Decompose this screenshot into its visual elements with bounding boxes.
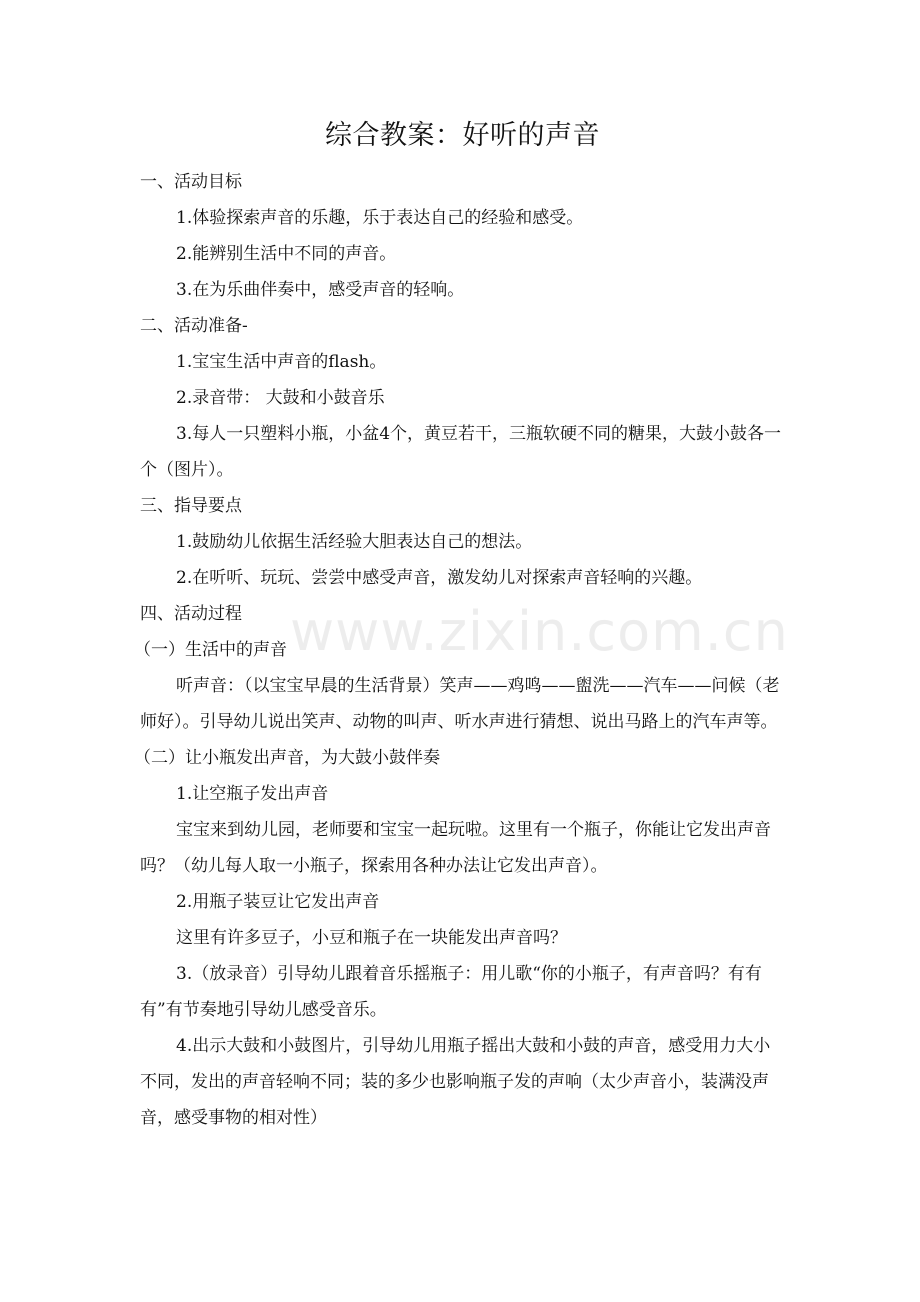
section-heading: 一、活动目标 — [140, 172, 242, 192]
paragraph: 3.（放录音）引导幼儿跟着音乐摇瓶子：用儿歌“你的小瓶子，有声音吗？有有有”有节奏地引导幼儿感受音乐。 — [140, 964, 762, 1020]
paragraph: 2.用瓶子装豆让它发出声音 — [176, 892, 380, 912]
section-heading: 三、指导要点 — [140, 496, 242, 516]
paragraph: 4.出示大鼓和小鼓图片，引导幼儿用瓶子摇出大鼓和小鼓的声音，感受用力大小不同，发出的声音轻响不同；装的多少也影响瓶子发的声响（太少声音小，装满没声音，感受事物的相对性） — [140, 1036, 771, 1128]
paragraph: 听声音：（以宝宝早晨的生活背景）笑声——鸡鸣——盥洗——汽车——问候（老师好）。引导幼儿说出笑声、动物的叫声、听水声进行猜想、说出马路上的汽车声等。 — [140, 676, 780, 732]
document-title: 综合教案：好听的声音 — [325, 120, 600, 151]
paragraph: 2.在听听、玩玩、尝尝中感受声音，激发幼儿对探索声音轻响的兴趣。 — [176, 568, 703, 588]
paragraph: 1.鼓励幼儿依据生活经验大胆表达自己的想法。 — [176, 532, 533, 552]
paragraph: 2.能辨别生活中不同的声音。 — [176, 244, 397, 264]
section-heading: 四、活动过程 — [140, 604, 242, 624]
section-heading: 二、活动准备- — [140, 316, 248, 336]
paragraph: 3.在为乐曲伴奏中，感受声音的轻响。 — [176, 280, 465, 300]
document-body — [134, 164, 785, 1136]
paragraph: 这里有许多豆子，小豆和瓶子在一块能发出声音吗？ — [176, 928, 567, 948]
paragraph: 2.录音带： 大鼓和小鼓音乐 — [176, 388, 385, 408]
paragraph: 3.每人一只塑料小瓶，小盆4个，黄豆若干，三瓶软硬不同的糖果，大鼓小鼓各一个（图片）。 — [140, 424, 782, 480]
subsection-heading: （一）生活中的声音 — [134, 640, 287, 660]
watermark: www.zixin.com.cn — [290, 600, 789, 663]
document-page — [134, 112, 785, 1136]
paragraph: 1.让空瓶子发出声音 — [176, 784, 329, 804]
paragraph: 宝宝来到幼儿园，老师要和宝宝一起玩啦。这里有一个瓶子，你能让它发出声音吗？（幼儿每人取一小瓶子，探索用各种办法让它发出声音）。 — [140, 820, 771, 876]
paragraph: 1.宝宝生活中声音的flash。 — [176, 352, 387, 372]
paragraph: 1.体验探索声音的乐趣，乐于表达自己的经验和感受。 — [176, 208, 584, 228]
subsection-heading: （二）让小瓶发出声音，为大鼓小鼓伴奏 — [134, 748, 440, 768]
